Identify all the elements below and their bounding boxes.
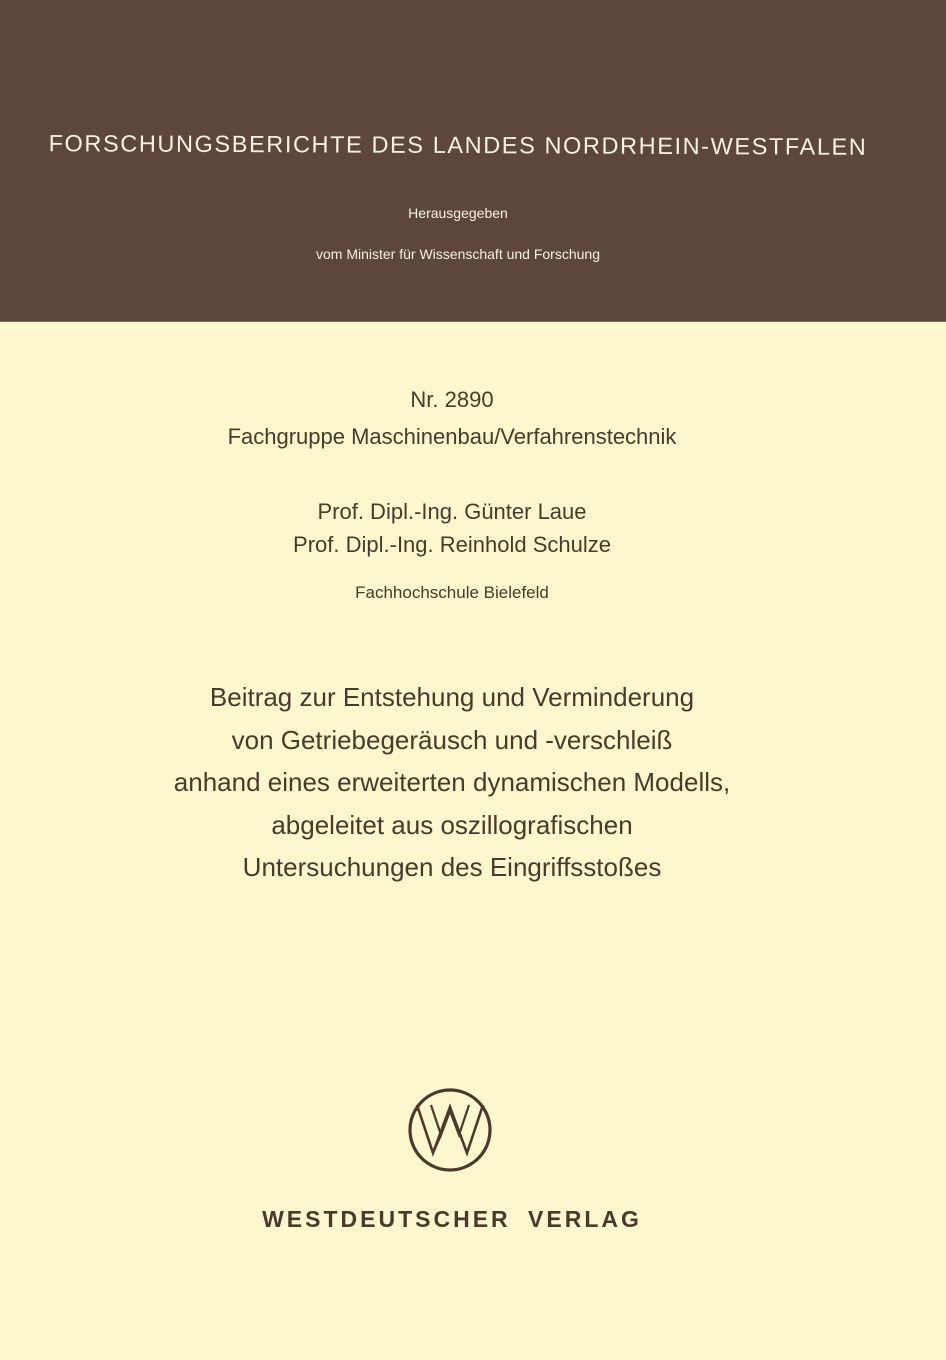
publisher-authority: vom Minister für Wissenschaft und Forschung bbox=[316, 246, 600, 262]
title-line: Beitrag zur Entstehung und Verminderung bbox=[209, 682, 695, 712]
author-2: Prof. Dipl.-Ing. Reinhold Schulze bbox=[293, 532, 611, 557]
book-title bbox=[0, 676, 904, 889]
wv-logo-icon bbox=[407, 1087, 493, 1173]
institution: Fachhochschule Bielefeld bbox=[355, 583, 549, 602]
published-by-label: Herausgegeben bbox=[408, 205, 508, 221]
publisher-name: WESTDEUTSCHER VERLAG bbox=[262, 1206, 642, 1232]
report-number: Nr. 2890 bbox=[410, 387, 494, 412]
subject-group: Fachgruppe Maschinenbau/Verfahrenstechnik bbox=[227, 424, 677, 449]
title-line: anhand eines erweiterten dynamischen Modells, bbox=[173, 767, 731, 797]
title-line: von Getriebegeräusch und -verschleiß bbox=[231, 724, 673, 755]
author-1: Prof. Dipl.-Ing. Günter Laue bbox=[317, 499, 587, 524]
header-band bbox=[0, 0, 946, 322]
title-line: Untersuchungen des Eingriffsstoßes bbox=[242, 852, 662, 882]
series-title: FORSCHUNGSBERICHTE DES LANDES NORDRHEIN-WESTFALEN bbox=[48, 130, 868, 160]
title-line: abgeleitet aus oszillografischen bbox=[271, 809, 633, 840]
